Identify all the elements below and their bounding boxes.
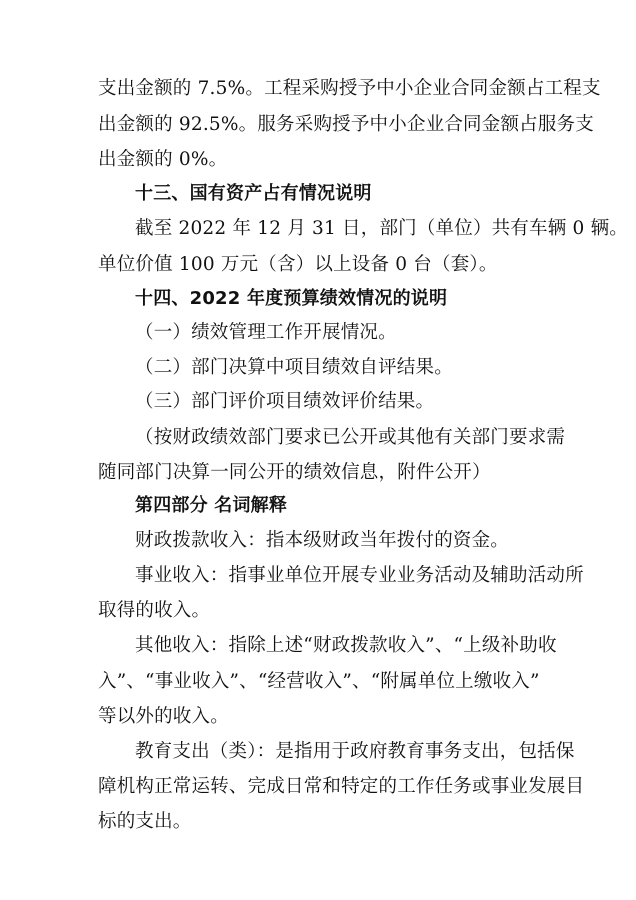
section-heading-14: 十四、2022 年度预算绩效情况的说明: [135, 288, 448, 309]
subsection-item: （三）部门评价项目绩效评价结果。: [135, 391, 435, 412]
term-definition: 财政拨款收入：指本级财政当年拨付的资金。: [135, 530, 510, 551]
subsection-item: （一）绩效管理工作开展情况。: [135, 322, 397, 343]
term-definition: 其他收入：指除上述“财政拨款收入”、“上级补助收: [135, 635, 557, 656]
body-text-line: 出金额的 92.5%。服务采购授予中小企业合同金额占服务支: [98, 114, 594, 135]
part-heading: 第四部分 名词解释: [135, 495, 288, 516]
body-text-line: 等以外的收入。: [98, 706, 229, 727]
body-text-line: 障机构正常运转、完成日常和特定的工作任务或事业发展目: [98, 776, 585, 797]
body-text-line: （按财政绩效部门要求已公开或其他有关部门要求需: [135, 427, 566, 448]
term-definition: 教育支出（类）：是指用于政府教育事务支出，包括保: [135, 741, 575, 762]
body-text-line: 取得的收入。: [98, 600, 211, 621]
body-text-line: 出金额的 0%。: [98, 149, 228, 170]
section-heading-13: 十三、国有资产占有情况说明: [135, 183, 372, 204]
body-text-line: 随同部门决算一同公开的绩效信息，附件公开）: [98, 462, 491, 483]
body-text-line: 单位价值 100 万元（含）以上设备 0 台（套）。: [98, 254, 498, 275]
body-text-line: 标的支出。: [98, 811, 192, 832]
body-text-line: 截至 2022 年 12 月 31 日，部门（单位）共有车辆 0 辆。: [135, 218, 628, 239]
body-text-line: 支出金额的 7.5%。工程采购授予中小企业合同金额占工程支: [98, 78, 601, 99]
body-text-line: 入”、“事业收入”、“经营收入”、“附属单位上缴收入”: [98, 671, 540, 692]
term-definition: 事业收入：指事业单位开展专业业务活动及辅助活动所: [135, 565, 584, 586]
subsection-item: （二）部门决算中项目绩效自评结果。: [135, 357, 453, 378]
